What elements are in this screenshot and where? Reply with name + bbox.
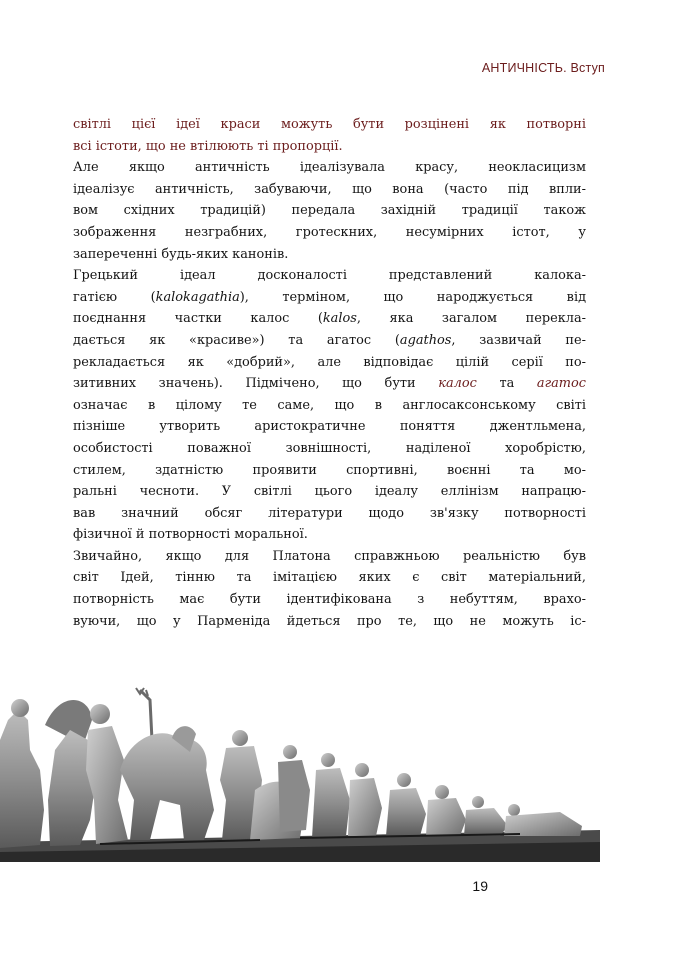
text-line: вав значний обсяг літератури щодо зв'язку потворності [73,505,586,521]
text-line: поєднання частки калос (kalos, яка загалом перекла- [73,311,586,327]
running-head-separator: . [563,61,567,75]
sculpture-frieze-image [0,680,600,862]
running-head [482,61,605,75]
text-line: вуючи, що у Парменіда йдеться про те, що не можуть іс- [73,613,586,629]
text-line: зитивних значень). Підмічено, що бути калос та агатос [73,376,586,392]
text-line: зображення незграбних, гротескних, несумірних істот, у [73,224,586,240]
text-line: гатією (kalokagathia), терміном, що народжується від [73,289,587,305]
text-line: означає в цілому те саме, що в англосаксонському світі [73,397,586,413]
text-line: ідеалізує античність, забуваючи, що вона (часто під впли- [73,181,586,197]
text-line: Але якщо античність ідеалізувала красу, неокласицизм [73,160,586,176]
text-line: Звичайно, якщо для Платона справжньою реальністю був [73,548,586,564]
text-line: запереченні будь-яких канонів. [73,246,289,262]
text-line: ральні чесноти. У світлі цього ідеалу еллінізм напрацю- [73,484,586,500]
text-line: особистості поважної зовнішності, наділеної хоробрістю, [73,440,586,456]
text-line: пізніше утворить аристократичне поняття джентльмена, [73,419,586,435]
text-line: вом східних традицій) передала західній традиції також [73,203,586,219]
text-line: стилем, здатністю проявити спортивні, воєнні та мо- [73,462,586,478]
text-line: всі істоти, що не втілюють ті пропорції. [73,138,343,154]
page-number: 19 [472,878,488,894]
body-text [73,114,586,632]
running-head-section: АНТИЧНІСТЬ [481,61,564,75]
text-line: фізичної й потворності моральної. [73,527,308,543]
running-head-subsection: Вступ [570,61,605,75]
text-line: рекладається як «добрий», але відповідає цілій серії по- [73,354,586,370]
text-line: світ Ідей, тінню та імітацією яких є світ матеріальний, [73,570,586,586]
text-line: дається як «красиве») та агатос (agathos, зазвичай пе- [73,332,586,348]
text-line: Грецький ідеал досконалості представлений калока- [73,268,586,284]
text-line: світлі цієї ідеї краси можуть бути розцінені як потворні [73,117,586,132]
text-line: потворність має бути ідентифікована з небуттям, врахо- [73,592,586,608]
